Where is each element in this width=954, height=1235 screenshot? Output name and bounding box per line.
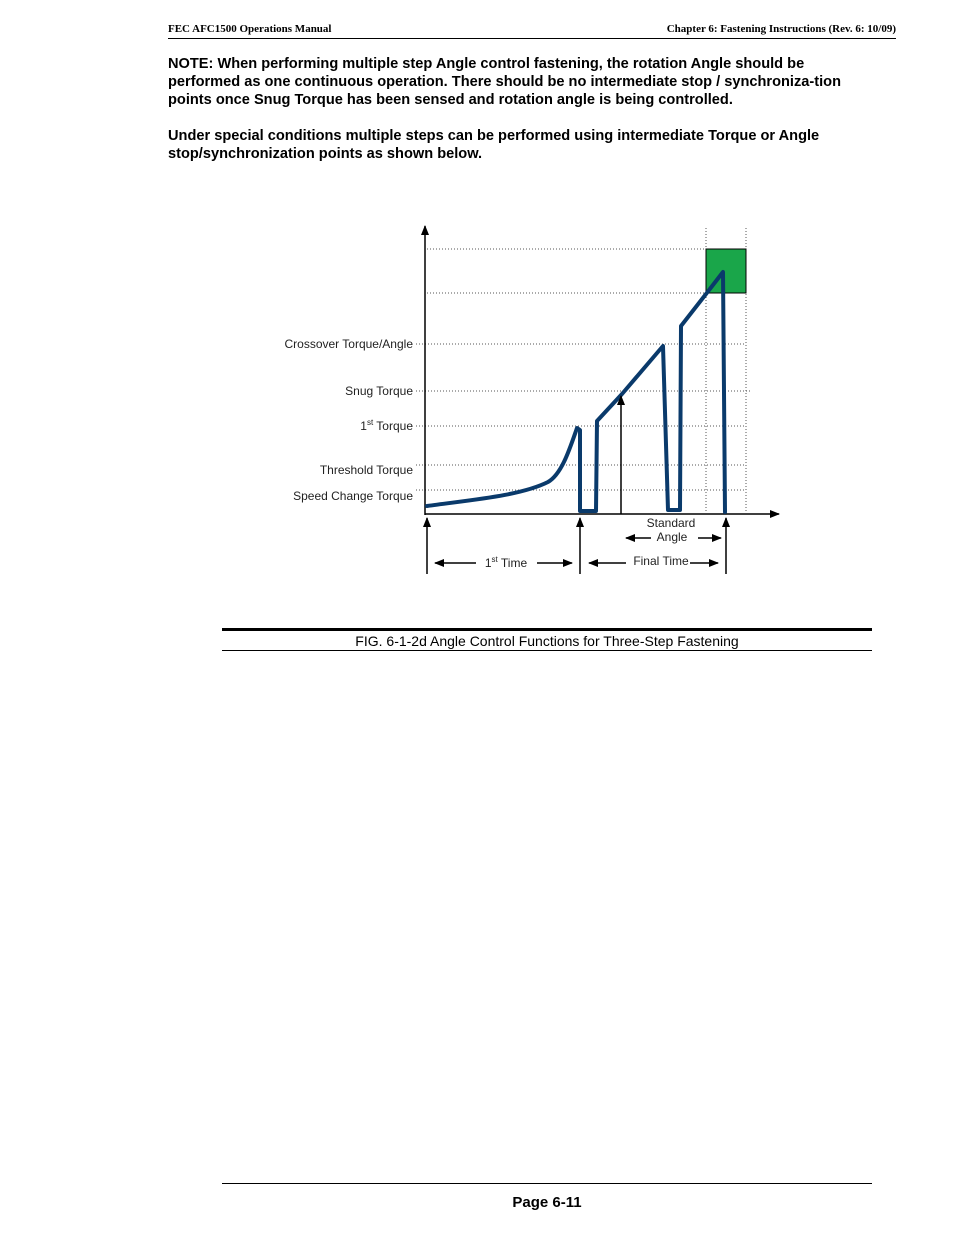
threshold-torque-label: Threshold Torque bbox=[319, 463, 413, 477]
torque-curve bbox=[427, 272, 725, 512]
caption-rule-bottom bbox=[222, 650, 872, 651]
standard-angle-label-line1: Standard bbox=[646, 516, 696, 530]
reference-lines bbox=[416, 228, 752, 512]
final-time-label: Final Time bbox=[633, 554, 689, 568]
first-torque-label: 1st Torque bbox=[360, 418, 413, 433]
header-right: Chapter 6: Fastening Instructions (Rev. 6: 10/09) bbox=[666, 23, 896, 35]
first-time-label: 1st Time bbox=[484, 555, 528, 570]
header-left: FEC AFC1500 Operations Manual bbox=[168, 23, 332, 35]
special-conditions-paragraph: Under special conditions multiple steps can be performed using intermediate Torque or Angle stop/synchronization points as shown below. bbox=[168, 128, 820, 162]
snug-torque-label: Snug Torque bbox=[345, 384, 413, 398]
crossover-label: Crossover Torque/Angle bbox=[284, 337, 413, 351]
footer-rule bbox=[222, 1183, 872, 1184]
caption-rule-top bbox=[222, 628, 872, 631]
page-number: Page 6-11 bbox=[512, 1194, 582, 1211]
speed-change-label: Speed Change Torque bbox=[293, 489, 413, 503]
standard-angle-label-line2: Angle bbox=[656, 530, 688, 544]
note-paragraph: NOTE: When performing multiple step Angle control fastening, the rotation Angle should be performed as one continuous operation. There should be no intermediate stop / synchroniza-tion points once Snug Torque has been sensed and rotation angle is being controlled. bbox=[168, 56, 842, 108]
figure-caption: FIG. 6-1-2d Angle Control Functions for Three-Step Fastening bbox=[355, 633, 739, 649]
